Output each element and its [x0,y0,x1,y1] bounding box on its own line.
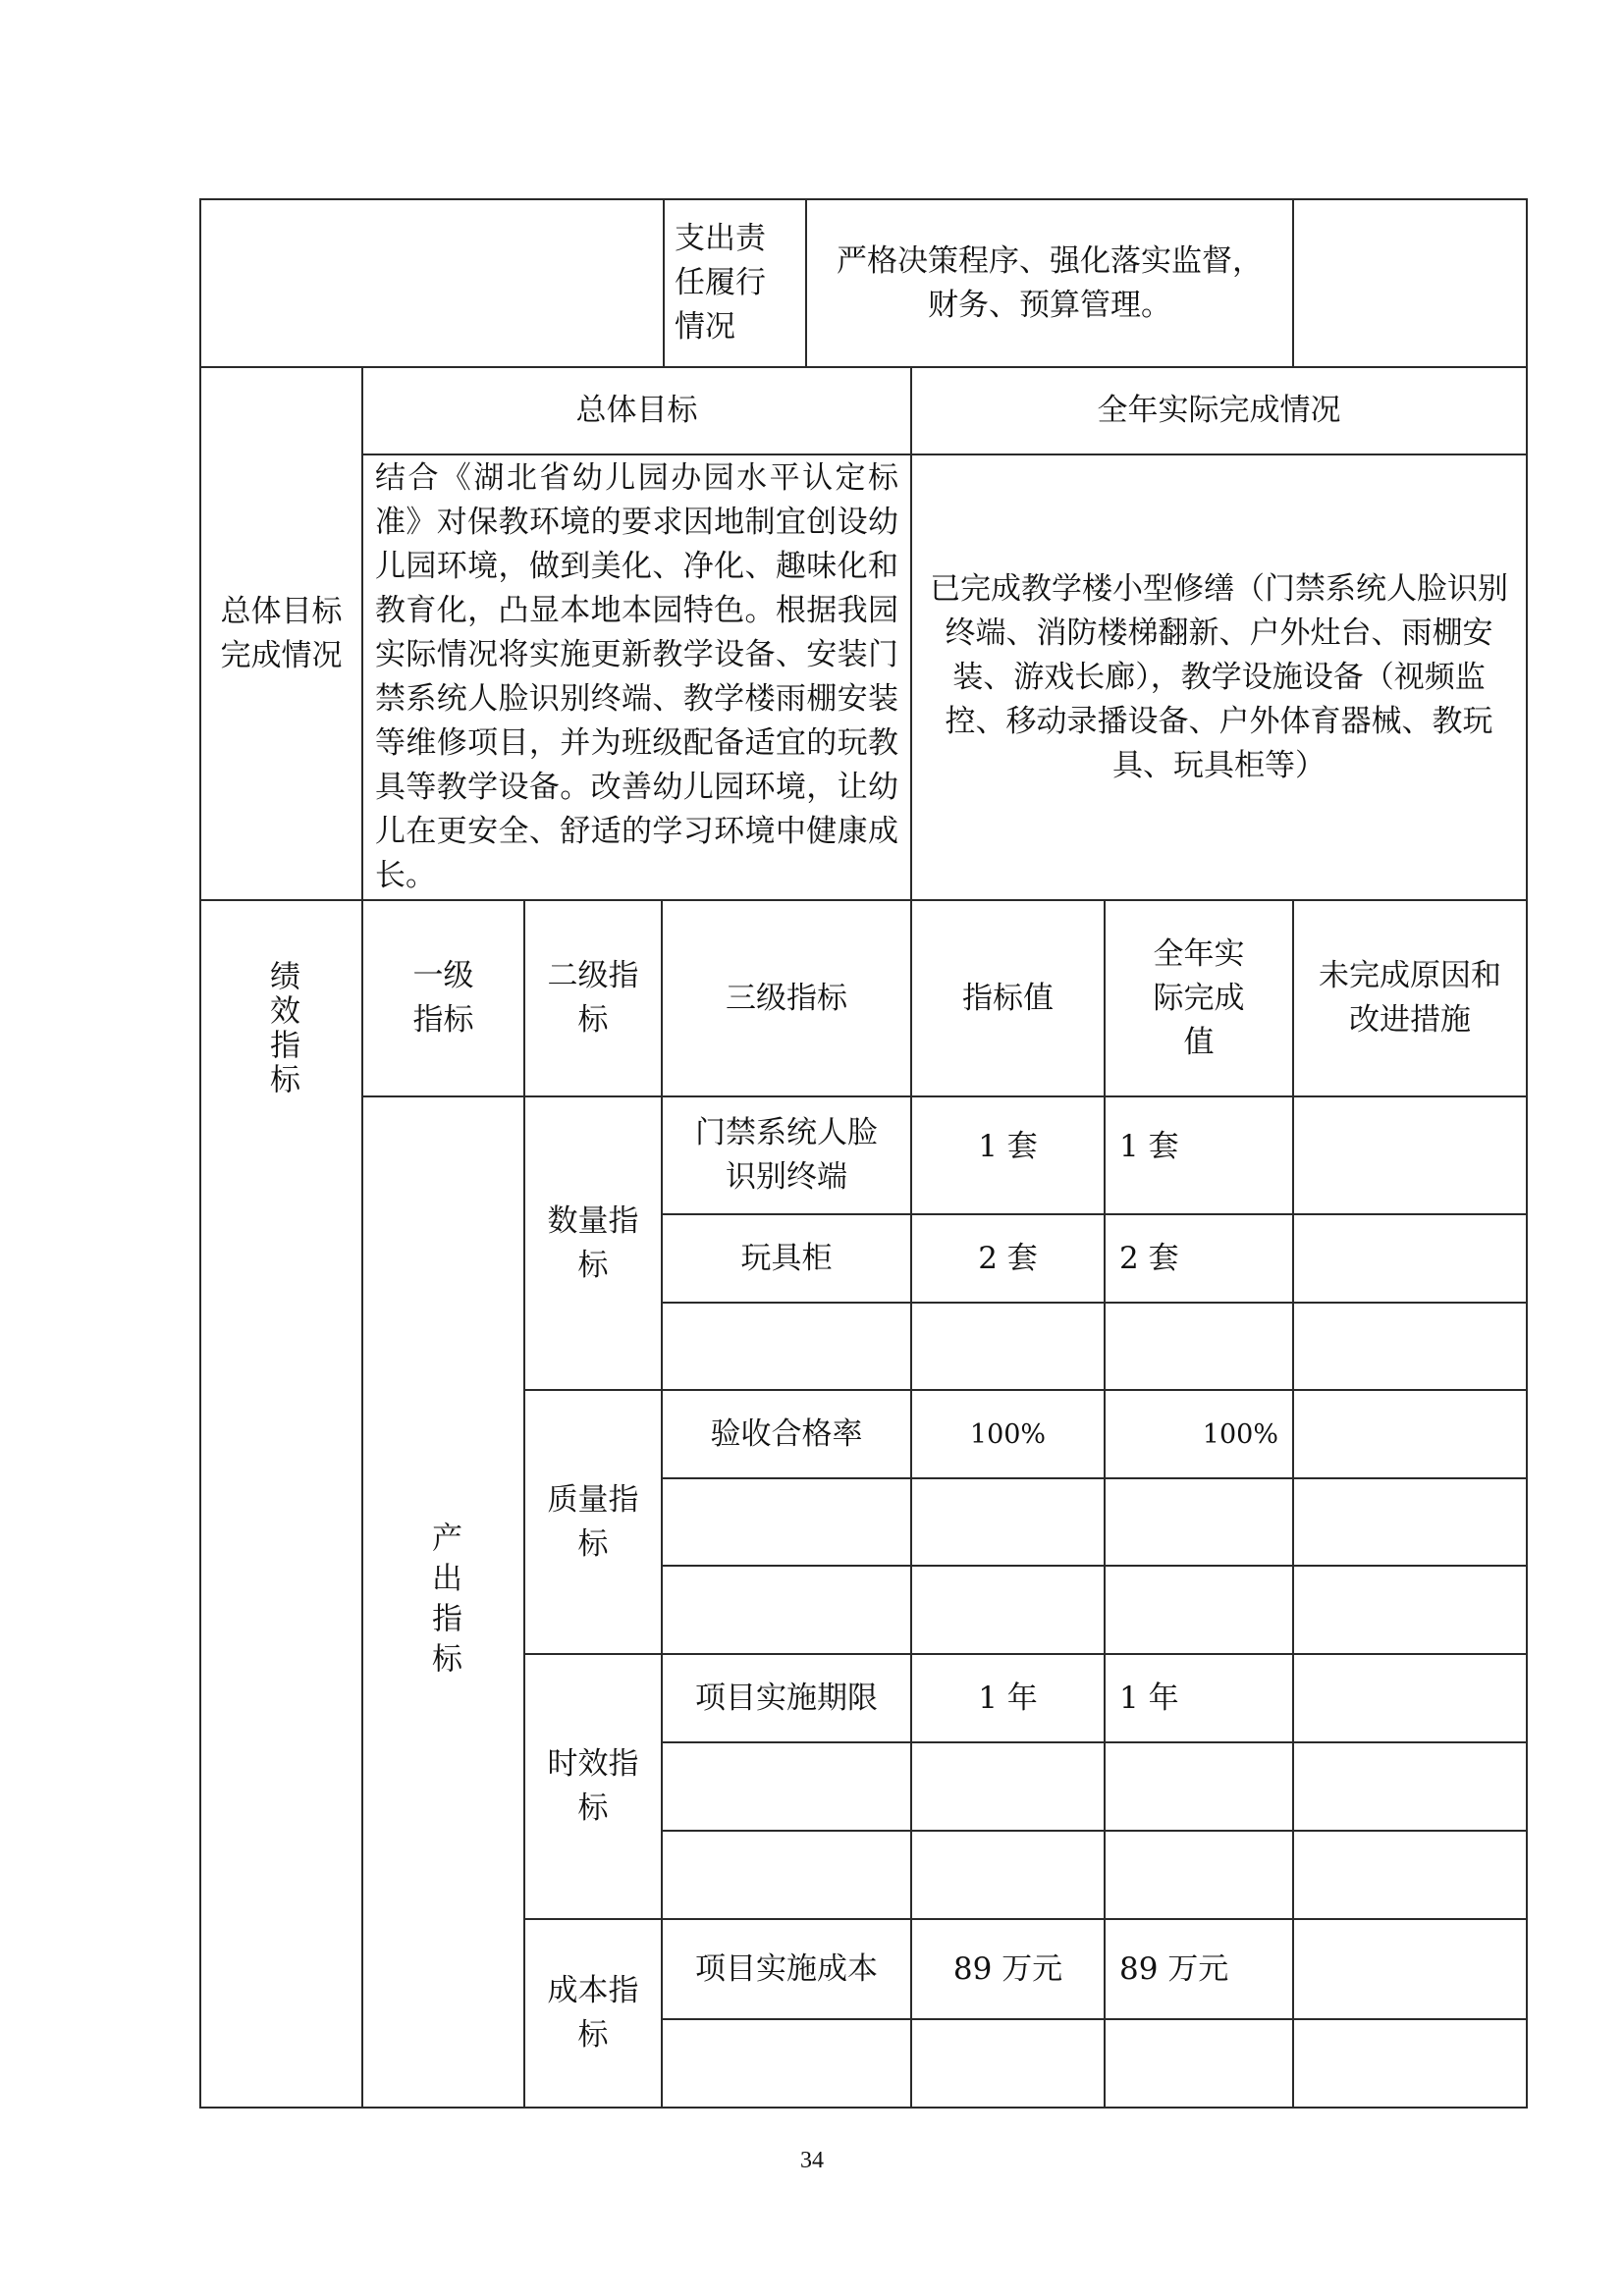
group-cost: 成本指标 [547,1973,639,2053]
header-level3: 三级指标 [726,980,847,1016]
overall-row-label: 总体目标完成情况 [220,593,343,673]
level1-output: 产出指标 [426,1522,461,1682]
row-target: 2 套 [978,1240,1038,1276]
expense-label: 支出责任履行情况 [675,221,766,345]
header-level1: 一级指标 [412,958,474,1038]
row-name: 门禁系统人脸识别终端 [695,1115,878,1195]
row-actual: 1 年 [1119,1680,1179,1716]
row-target: 1 年 [978,1680,1038,1716]
row-name: 项目实施成本 [695,1950,878,1987]
row-target: 100% [969,1418,1047,1450]
group-timeliness: 时效指标 [547,1746,639,1826]
group-quantity: 数量指标 [547,1202,639,1283]
row-actual: 1 套 [1119,1129,1179,1164]
header-level2: 二级指标 [547,958,639,1038]
overall-goal-text: 结合《湖北省幼儿园办园水平认定标准》对保教环境的要求因地制宜创设幼儿园环境，做到美化、净化、趣味化和教育化，凸显本地本园特色。根据我园实际情况将实施更新教学设备、安装门禁系统人脸识别终端、教学楼雨棚安装等维修项目，并为班级配备适宜的玩教具等教学设备。改善幼儿园环境，让幼儿在更安全、舒适的学习环境中健康成长。 [375,460,898,893]
overall-actual-header: 全年实际完成情况 [1097,393,1341,428]
row-target: 89 万元 [952,1950,1063,1987]
perf-row-label: 绩效指标 [264,960,299,1097]
row-actual: 100% [1202,1418,1278,1450]
row-name: 验收合格率 [710,1415,863,1452]
header-reason: 未完成原因和改进措施 [1319,958,1501,1038]
row-actual: 2 套 [1119,1240,1179,1276]
row-target: 1 套 [978,1129,1038,1164]
overall-goal-header: 总体目标 [575,393,698,428]
row-name: 玩具柜 [740,1240,833,1276]
header-actual: 全年实际完成值 [1153,935,1245,1060]
expense-value: 严格决策程序、强化落实监督，财务、预算管理。 [837,242,1263,323]
overall-actual-text: 已完成教学楼小型修缮（门禁系统人脸识别终端、消防楼梯翻新、户外灶台、雨棚安装、游戏长廊），教学设施设备（视频监控、移动录播设备、户外体育器械、教玩具、玩具柜等） [930,570,1508,783]
row-name: 项目实施期限 [695,1680,878,1716]
header-target: 指标值 [962,980,1054,1016]
row-actual: 89 万元 [1119,1950,1229,1987]
group-quality: 质量指标 [547,1481,639,1562]
page-number: 34 [800,2148,824,2173]
